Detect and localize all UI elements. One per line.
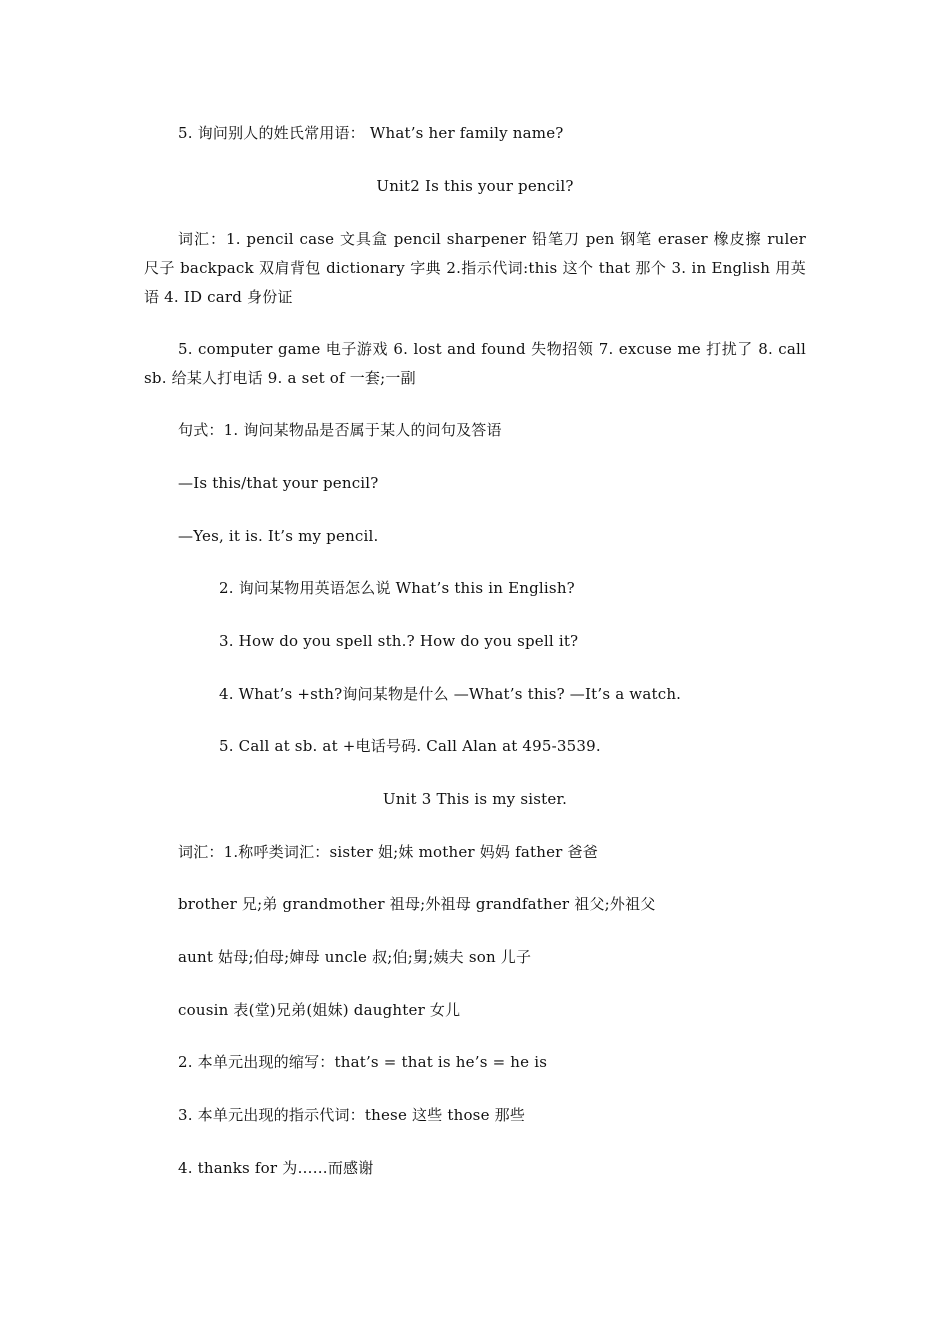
unit3-vocabulary-line-4: cousin 表(堂)兄弟(姐妹) daughter 女儿 (178, 1001, 461, 1019)
unit2-heading: Unit2 Is this your pencil? (376, 177, 574, 195)
unit3-contractions: 2. 本单元出现的缩写：that’s = that is he’s = he is (178, 1053, 548, 1071)
pattern-item-2: 2. 询问某物用英语怎么说 What’s this in English? (219, 579, 575, 597)
unit3-heading: Unit 3 This is my sister. (382, 790, 568, 808)
dialogue-question: —Is this/that your pencil? (178, 474, 379, 492)
unit2-vocabulary-paragraph: 词汇：1. pencil case 文具盒 pencil sharpener 铅笔刀 pen 钢笔 eraser 橡皮擦 ruler 尺子 backpack 双肩背包 dictionary 字典 2.指示代词:this 这个 that 那个 3. in English 用英语 4. ID card 身份证 (144, 230, 806, 306)
text-line-family-name: 5. 询问别人的姓氏常用语： What’s her family name? (178, 124, 564, 142)
unit3-vocabulary-line-2: brother 兄;弟 grandmother 祖母;外祖母 grandfather 祖父;外祖父 (178, 895, 656, 913)
pattern-item-5: 5. Call at sb. at +电话号码. Call Alan at 495-3539. (219, 737, 601, 755)
sentence-patterns-heading: 句式：1. 询问某物品是否属于某人的问句及答语 (178, 421, 502, 439)
pattern-item-4: 4. What’s +sth?询问某物是什么 —What’s this? —It’s a watch. (219, 685, 682, 703)
unit3-thanks-for: 4. thanks for 为……而感谢 (178, 1159, 374, 1177)
unit3-vocabulary-line-3: aunt 姑母;伯母;婶母 uncle 叔;伯;舅;姨夫 son 儿子 (178, 948, 532, 966)
dialogue-answer: —Yes, it is. It’s my pencil. (178, 527, 379, 545)
unit3-vocabulary-line-1: 词汇：1.称呼类词汇：sister 姐;妹 mother 妈妈 father 爸爸 (178, 843, 598, 861)
unit2-vocabulary-paragraph-2: 5. computer game 电子游戏 6. lost and found 失物招领 7. excuse me 打扰了 8. call sb. 给某人打电话 9. a set of 一套;一副 (144, 340, 806, 387)
unit3-demonstratives: 3. 本单元出现的指示代词：these 这些 those 那些 (178, 1106, 526, 1124)
pattern-item-3: 3. How do you spell sth.? How do you spell it? (219, 632, 579, 650)
